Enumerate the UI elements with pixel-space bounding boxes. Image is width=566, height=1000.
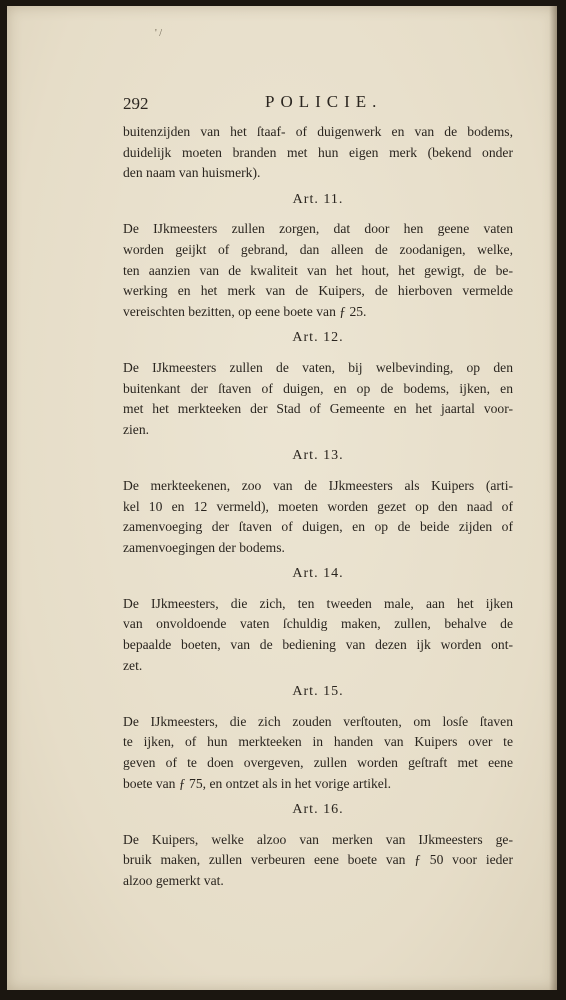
- ink-mark: ' /: [155, 28, 163, 39]
- text-line: geven of te doen overgeven, zullen worden geſtraft met eene: [123, 755, 513, 771]
- text-line: De Kuipers, welke alzoo van merken van IJkmeesters ge-: [123, 831, 513, 847]
- page-number: 292: [123, 94, 149, 113]
- text-line: alzoo gemerkt vat.: [123, 873, 224, 888]
- article-heading: Art. 11.: [292, 191, 344, 207]
- text-line: buitenzijden van het ſtaaf- of duigenwerk en van de bodems,: [123, 124, 513, 139]
- text-line: zien.: [123, 421, 150, 437]
- text-line: van onvoldoende vaten ſchuldig maken, zullen, behalve de: [123, 616, 513, 632]
- paragraph: [123, 830, 513, 892]
- article-heading: Art. 13.: [292, 448, 344, 464]
- text-line: ten aanzien van de kwaliteit van het hout, het gewigt, de be-: [123, 262, 513, 278]
- text-line: den naam van huismerk).: [123, 165, 261, 181]
- body-text: [123, 122, 513, 896]
- paragraph: [123, 219, 513, 322]
- paragraph: [123, 476, 513, 558]
- text-line: zamenvoeging der ſtaven of duigen, en op de beide zijden of: [123, 519, 513, 535]
- paragraph: [123, 594, 513, 676]
- paragraph: [123, 358, 513, 440]
- text-line: met het merkteeken der Stad of Gemeente en het jaartal voor-: [123, 401, 513, 417]
- text-line: duidelijk moeten branden met hun eigen merk (bekend onder: [123, 144, 513, 160]
- text-line: boete van ƒ 75, en ontzet als in het vorige artikel.: [123, 775, 392, 791]
- article-heading: Art. 15.: [292, 684, 344, 700]
- article-heading: Art. 12.: [292, 330, 344, 346]
- paragraph: [123, 122, 513, 184]
- article-heading: Art. 16.: [292, 802, 344, 818]
- text-line: worden geijkt of gebrand, dan alleen de zoodanigen, welke,: [123, 241, 513, 257]
- paragraph: [123, 712, 513, 794]
- article-heading: Art. 14.: [292, 566, 344, 582]
- text-line: kel 10 en 12 vermeld), moeten worden gezet op den naad of: [123, 498, 513, 514]
- page-header: [123, 92, 513, 118]
- page-edge-shadow: [549, 6, 557, 990]
- running-title: POLICIE.: [265, 92, 383, 111]
- text-line: buitenkant der ſtaven of duigen, en op de bodems, ijken, en: [123, 380, 513, 396]
- text-line: zet.: [123, 657, 143, 673]
- text-line: vereischten bezitten, op eene boete van ƒ 25.: [123, 303, 367, 319]
- book-page: [7, 6, 557, 990]
- text-line: De IJkmeesters, die zich zouden verſtouten, om losſe ſtaven: [123, 713, 513, 729]
- text-line: werking en het merk van de Kuipers, de hierboven vermelde: [123, 283, 513, 299]
- text-line: zamenvoegingen der bodems.: [123, 539, 285, 555]
- text-line: De IJkmeesters zullen de vaten, bij welbevinding, op den: [123, 359, 513, 375]
- text-line: De IJkmeesters zullen zorgen, dat door hen geene vaten: [123, 221, 513, 237]
- text-line: De merkteekenen, zoo van de IJkmeesters als Kuipers (arti-: [123, 477, 513, 493]
- text-line: bepaalde boeten, van de bediening van dezen ijk worden ont-: [123, 637, 513, 653]
- text-line: bruik maken, zullen verbeuren eene boete van ƒ 50 voor ieder: [123, 852, 513, 868]
- text-line: De IJkmeesters, die zich, ten tweeden male, aan het ijken: [123, 595, 513, 611]
- text-line: te ijken, of hun merkteeken in handen van Kuipers over te: [123, 734, 513, 750]
